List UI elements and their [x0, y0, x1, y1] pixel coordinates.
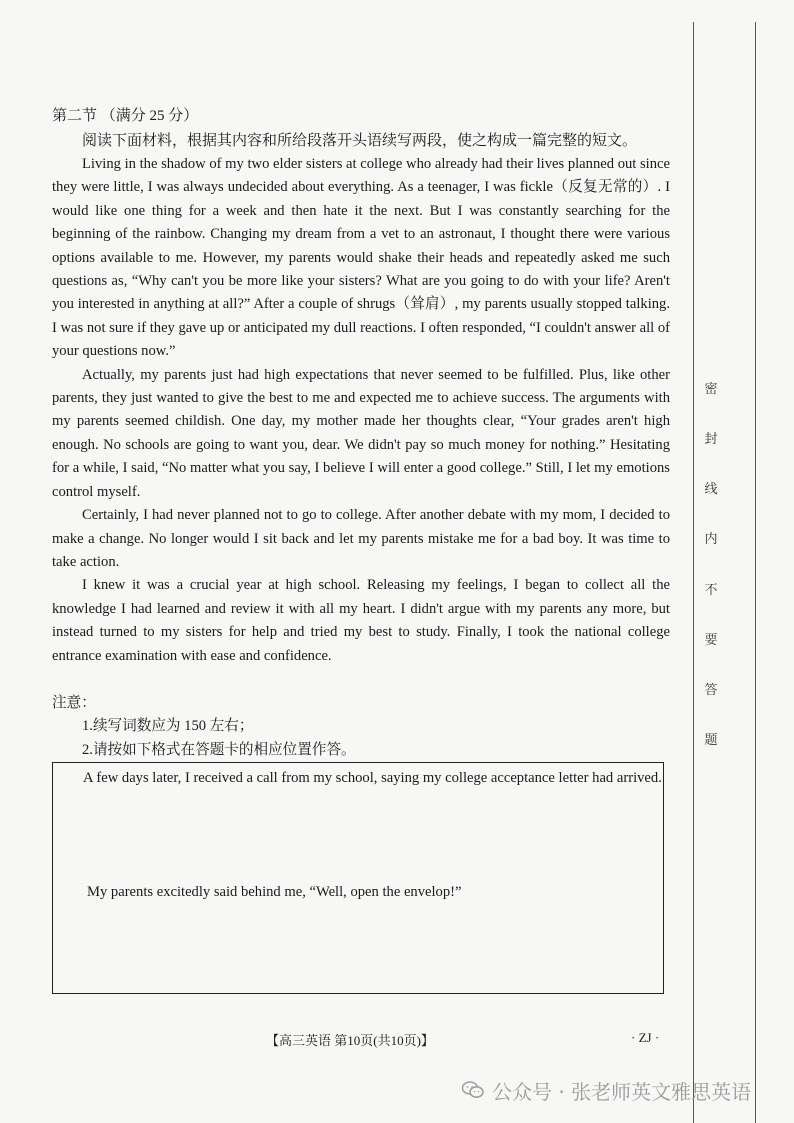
wechat-icon: [462, 1081, 484, 1099]
note-item-2: 2.请按如下格式在答题卡的相应位置作答。: [82, 741, 356, 758]
binding-line-outer: [755, 22, 756, 1123]
seal-line-notice: [700, 378, 722, 748]
footer-code: · ZJ ·: [631, 1030, 660, 1045]
passage-paragraph-1: Living in the shadow of my two elder sisters at college who already had their lives planned out since they were little, I was always undecided about everything. As a teenager, I was fickle（反复无常的）. I would like one thing for a week and then hate it the next. But I was constantly searching for the beginning of the rainbow. Changing my dream from a vet to an astronaut, I thought there were various options available to me. However, my parents would shake their heads and repeatedly asked me such questions as, “Why can't you be more like your sisters? What are you going to do with your life? Aren't you interested in anything at all?” After a couple of shrugs（耸肩）, my parents usually stopped talking. I was not sure if they gave up or anticipated my dull reactions. I often responded, “I couldn't answer all of your questions now.”: [52, 156, 670, 360]
passage-paragraph-3: Certainly, I had never planned not to go to college. After another debate with my mom, I decided to make a change. No longer would I sit back and let my parents mistake me for a bad boy. It was time to take action.: [52, 507, 670, 570]
passage-paragraph-2: Actually, my parents just had high expectations that never seemed to be fulfilled. Plus, like other parents, they just wanted to give the best to me and expected me to achieve success. The arguments with my parents seemed childish. One day, my mother made her thoughts clear, “Your grades aren't high enough. No schools are going to want you, dear. We didn't pay so much money for nothing.” Hesitating for a while, I said, “No matter what you say, I believe I will enter a good college.” Still, I let my emotions control myself.: [52, 366, 670, 500]
seal-char: 内: [704, 531, 718, 547]
notes-label: 注意：: [52, 695, 96, 711]
notes-section: [52, 692, 356, 762]
passage-paragraph-4: I knew it was a crucial year at high school. Releasing my feelings, I began to collect all the knowledge I had learned and review it with all my heart. I didn't argue with my parents any more, but instead turned to my sisters for help and tried my best to study. Finally, I took the national college entrance examination with ease and confidence.: [52, 577, 670, 664]
seal-char: 密: [704, 381, 718, 396]
binding-line-inner: [693, 22, 694, 1123]
watermark: [462, 1075, 751, 1105]
answer-box: [52, 762, 664, 994]
note-item-1: 1.续写词数应为 150 左右；: [82, 718, 254, 735]
seal-char: 不: [704, 581, 718, 597]
seal-char: 答: [704, 681, 718, 697]
watermark-text: 公众号 · 张老师英文雅思英语: [492, 1079, 752, 1104]
footer-page-info: 【高三英语 第10页(共10页)】: [266, 1033, 434, 1048]
seal-char: 题: [704, 731, 718, 747]
section-title: 第二节 （满分 25 分）: [52, 108, 199, 124]
section-instruction: 阅读下面材料，根据其内容和所给段落开头语续写两段，使之构成一篇完整的短文。: [82, 133, 638, 149]
seal-char: 线: [704, 481, 718, 497]
answer-second-sentence: My parents excitedly said behind me, “Well, open the envelop!”: [87, 884, 462, 900]
seal-char: 封: [704, 431, 718, 447]
reading-passage: [52, 153, 670, 668]
seal-char: 要: [704, 631, 718, 647]
answer-opening-sentence: A few days later, I received a call from my school, saying my college acceptance letter had arrived.: [83, 770, 662, 786]
